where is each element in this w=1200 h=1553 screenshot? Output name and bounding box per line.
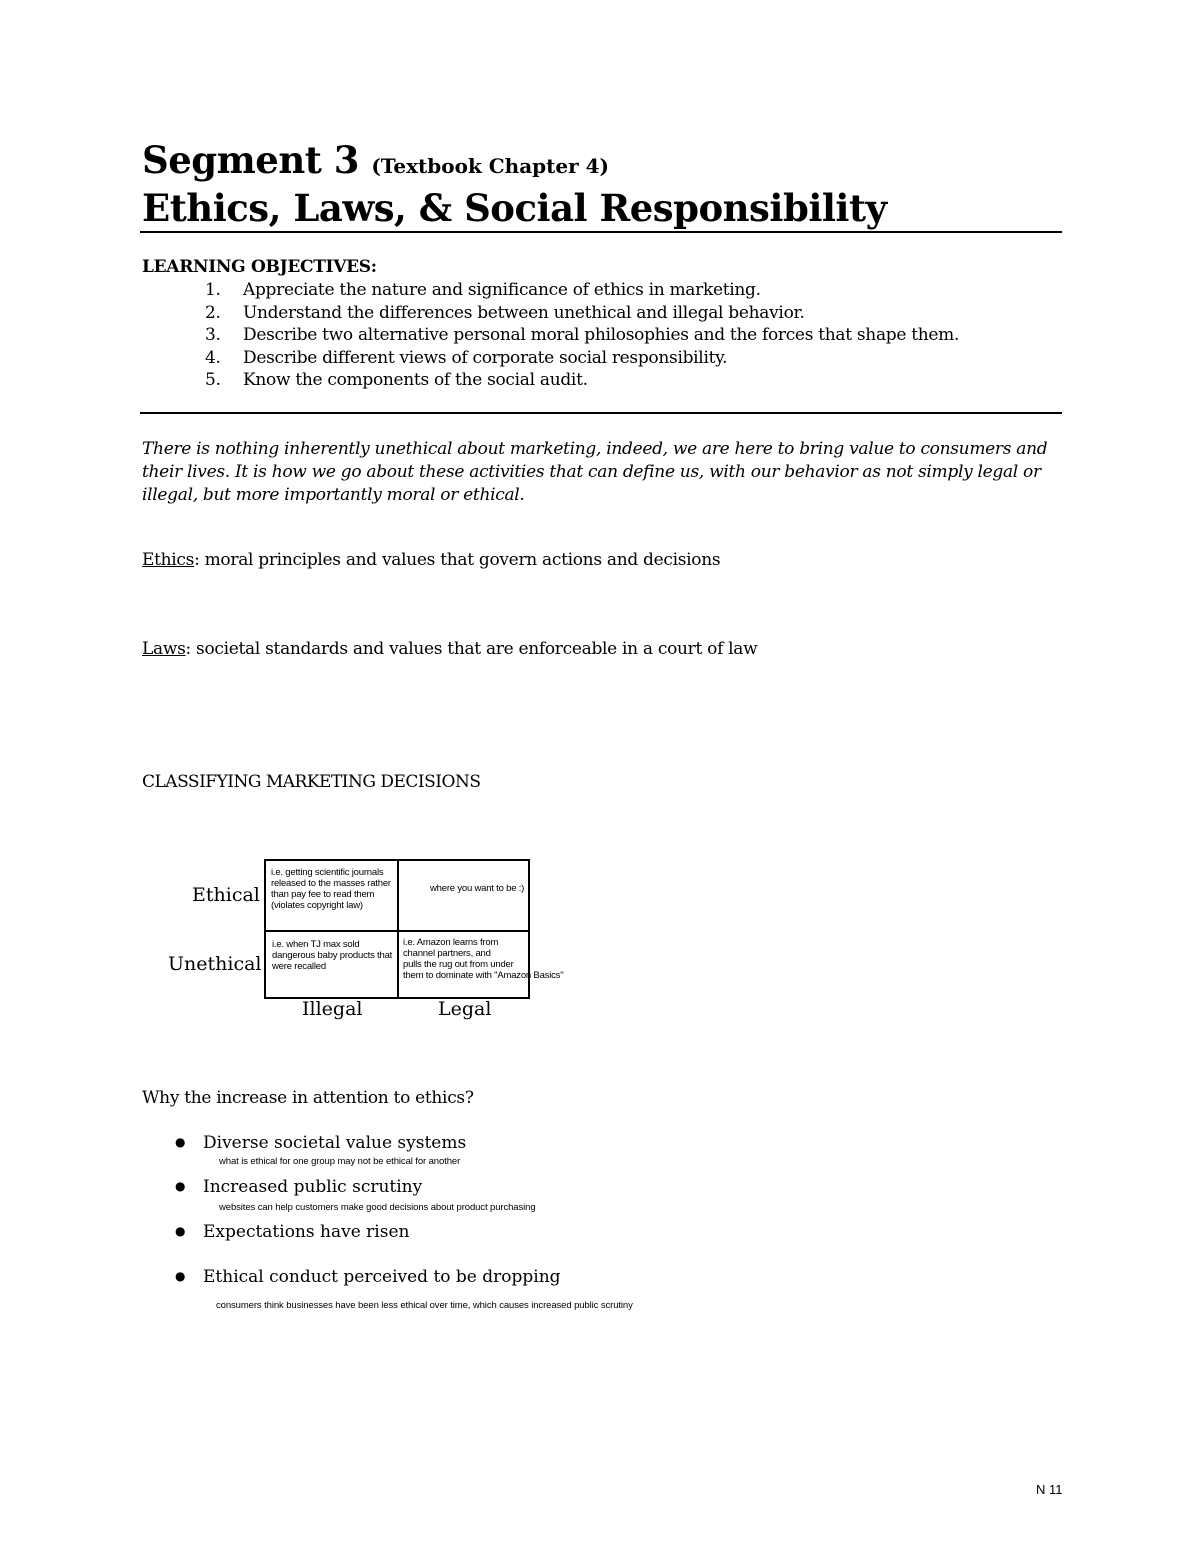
bullet-note: consumers think businesses have been less ethical over time, which causes increased public scrutiny (216, 1300, 633, 1311)
bullet-dot-icon: ● (175, 1179, 186, 1193)
objective-item: 3. Describe two alternative personal moral philosophies and the forces that shape them. (205, 325, 960, 345)
bullet-item: ● Expectations have risen (175, 1222, 410, 1242)
cell-unethical-legal: i.e. Amazon learns from channel partners, and pulls the rug out from under them to dominate with "Amazon Basics" (403, 937, 564, 981)
page-title: Ethics, Laws, & Social Responsibility (142, 186, 887, 230)
row-label-ethical: Ethical (192, 884, 260, 906)
objective-item: 5. Know the components of the social audit. (205, 370, 588, 390)
classification-matrix (264, 859, 564, 999)
title-divider (140, 231, 1062, 233)
bullet-item: ● Increased public scrutiny (175, 1177, 423, 1197)
row-label-unethical: Unethical (168, 953, 262, 975)
why-question: Why the increase in attention to ethics? (142, 1088, 474, 1108)
bullet-dot-icon: ● (175, 1269, 186, 1283)
intro-paragraph: There is nothing inherently unethical about marketing, indeed, we are here to bring value to consumers and their lives. It is how we go about these activities that can define us, with our behavior as not simply legal or illegal, but more importantly moral or ethical. (142, 439, 1048, 505)
matrix-horizontal-divider (266, 930, 528, 932)
objective-item: 2. Understand the differences between unethical and illegal behavior. (205, 302, 805, 323)
col-label-illegal: Illegal (302, 998, 363, 1020)
learning-objectives-heading: LEARNING OBJECTIVES: (142, 257, 377, 277)
laws-definition: Laws: societal standards and values that are enforceable in a court of law (142, 639, 758, 659)
ethics-definition: Ethics: moral principles and values that govern actions and decisions (142, 550, 721, 570)
chapter-reference: (Textbook Chapter 4) (371, 154, 610, 178)
cell-ethical-illegal: i.e. getting scientific journals released to the masses rather than pay fee to read them (violates copyright law) (271, 867, 391, 911)
col-label-legal: Legal (438, 998, 492, 1020)
laws-term: Laws (142, 639, 186, 659)
page-number: N 11 (1036, 1482, 1063, 1497)
bullet-note: what is ethical for one group may not be ethical for another (219, 1156, 461, 1167)
classifying-heading: CLASSIFYING MARKETING DECISIONS (142, 772, 481, 792)
ethics-term: Ethics (142, 550, 195, 570)
objective-item: 1. Appreciate the nature and significance of ethics in marketing. (205, 280, 761, 300)
cell-ethical-legal: where you want to be :) (430, 883, 525, 894)
objective-item: 4. Describe different views of corporate social responsibility. (205, 347, 728, 368)
segment-label: Segment 3 (142, 138, 359, 182)
segment-heading (142, 138, 609, 182)
objectives-divider (140, 412, 1062, 414)
matrix-vertical-divider (397, 861, 399, 997)
learning-objectives-list (205, 279, 959, 392)
bullet-item: ● Ethical conduct perceived to be dropping (175, 1267, 561, 1287)
cell-unethical-illegal: i.e. when TJ max sold dangerous baby products that were recalled (272, 939, 393, 972)
bullet-dot-icon: ● (175, 1224, 186, 1238)
bullet-dot-icon: ● (175, 1135, 186, 1149)
bullet-item: ● Diverse societal value systems (175, 1133, 467, 1153)
bullet-note: websites can help customers make good decisions about product purchasing (219, 1202, 536, 1213)
